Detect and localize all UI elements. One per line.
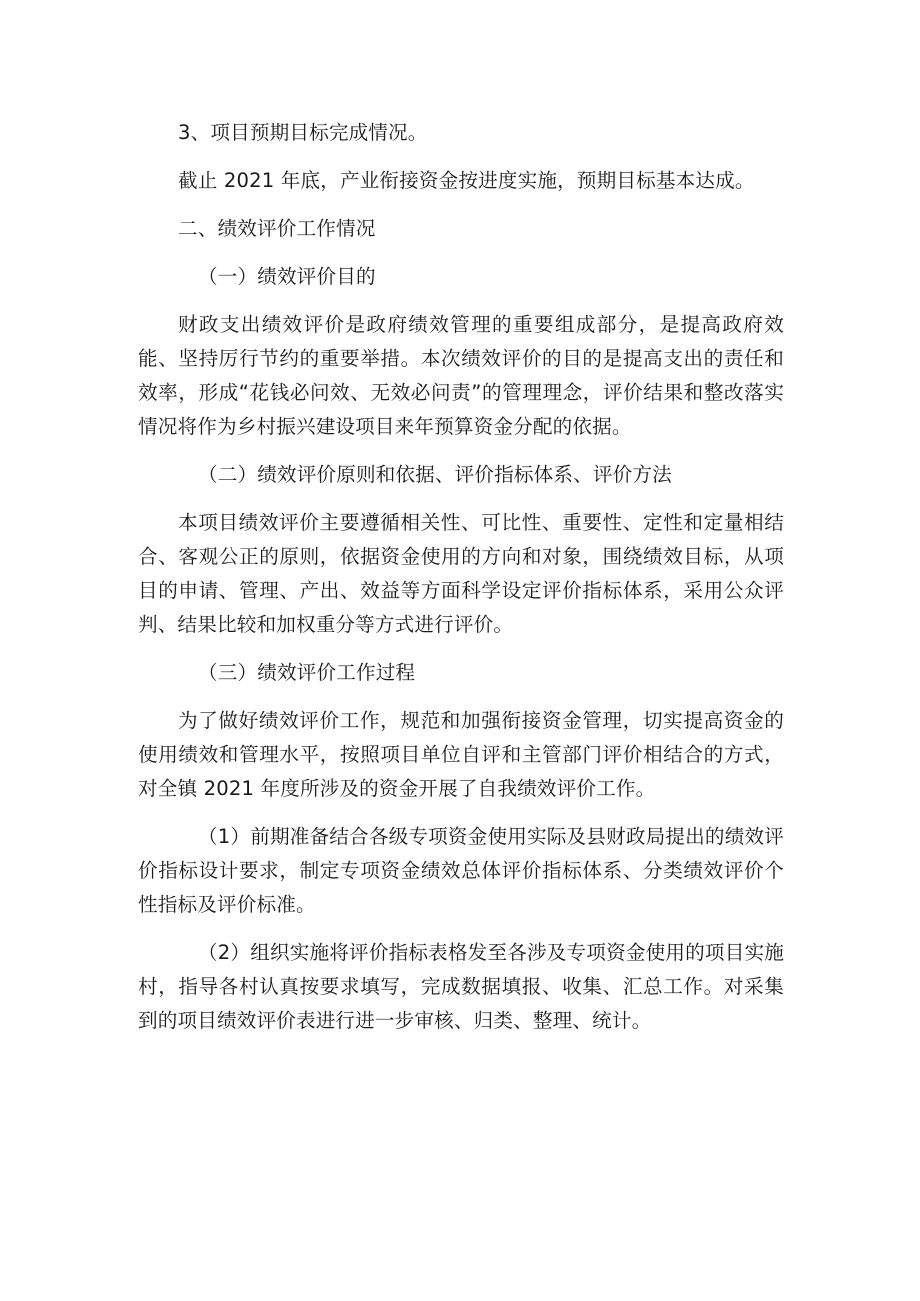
section-heading-evaluation-work: 二、绩效评价工作情况 xyxy=(178,217,376,240)
subsection-heading-principles: （二）绩效评价原则和依据、评价指标体系、评价方法 xyxy=(198,463,672,486)
subsection-heading-process: （三）绩效评价工作过程 xyxy=(198,661,416,684)
subsection-heading-purpose: （一）绩效评价目的 xyxy=(198,265,376,288)
paragraph-process: 为了做好绩效评价工作，规范和加强衔接资金管理，切实提高资金的使用绩效和管理水平，按照项目单位自评和主管部门评价相结合的方式，对全镇 2021 年度所涉及的资金开展了自我绩效评价工作。 xyxy=(138,709,784,800)
paragraph-principles: 本项目绩效评价主要遵循相关性、可比性、重要性、定性和定量相结合、客观公正的原则，依据资金使用的方向和对象，围绕绩效目标，从项目的申请、管理、产出、效益等方面科学设定评价指标体系，采用公众评判、结果比较和加权重分等方式进行评价。 xyxy=(138,511,784,636)
paragraph-goal-status: 3、项目预期目标完成情况。 xyxy=(178,121,428,144)
paragraph-purpose: 财政支出绩效评价是政府绩效管理的重要组成部分，是提高政府效能、坚持厉行节约的重要举措。本次绩效评价的目的是提高支出的责任和效率，形成“花钱必问效、无效必问责”的管理理念，评价结果和整改落实情况将作为乡村振兴建设项目来年预算资金分配的依据。 xyxy=(138,313,784,438)
paragraph-goal-summary: 截止 2021 年底，产业衔接资金按进度实施，预期目标基本达成。 xyxy=(178,169,755,192)
paragraph-preparation: （1）前期准备结合各级专项资金使用实际及县财政局提出的绩效评价指标设计要求，制定专项资金绩效总体评价指标体系、分类绩效评价个性指标及评价标准。 xyxy=(138,825,784,916)
paragraph-implementation: （2）组织实施将评价指标表格发至各涉及专项资金使用的项目实施村，指导各村认真按要求填写，完成数据填报、收集、汇总工作。对采集到的项目绩效评价表进行进一步审核、归类、整理、统计。 xyxy=(138,941,784,1032)
